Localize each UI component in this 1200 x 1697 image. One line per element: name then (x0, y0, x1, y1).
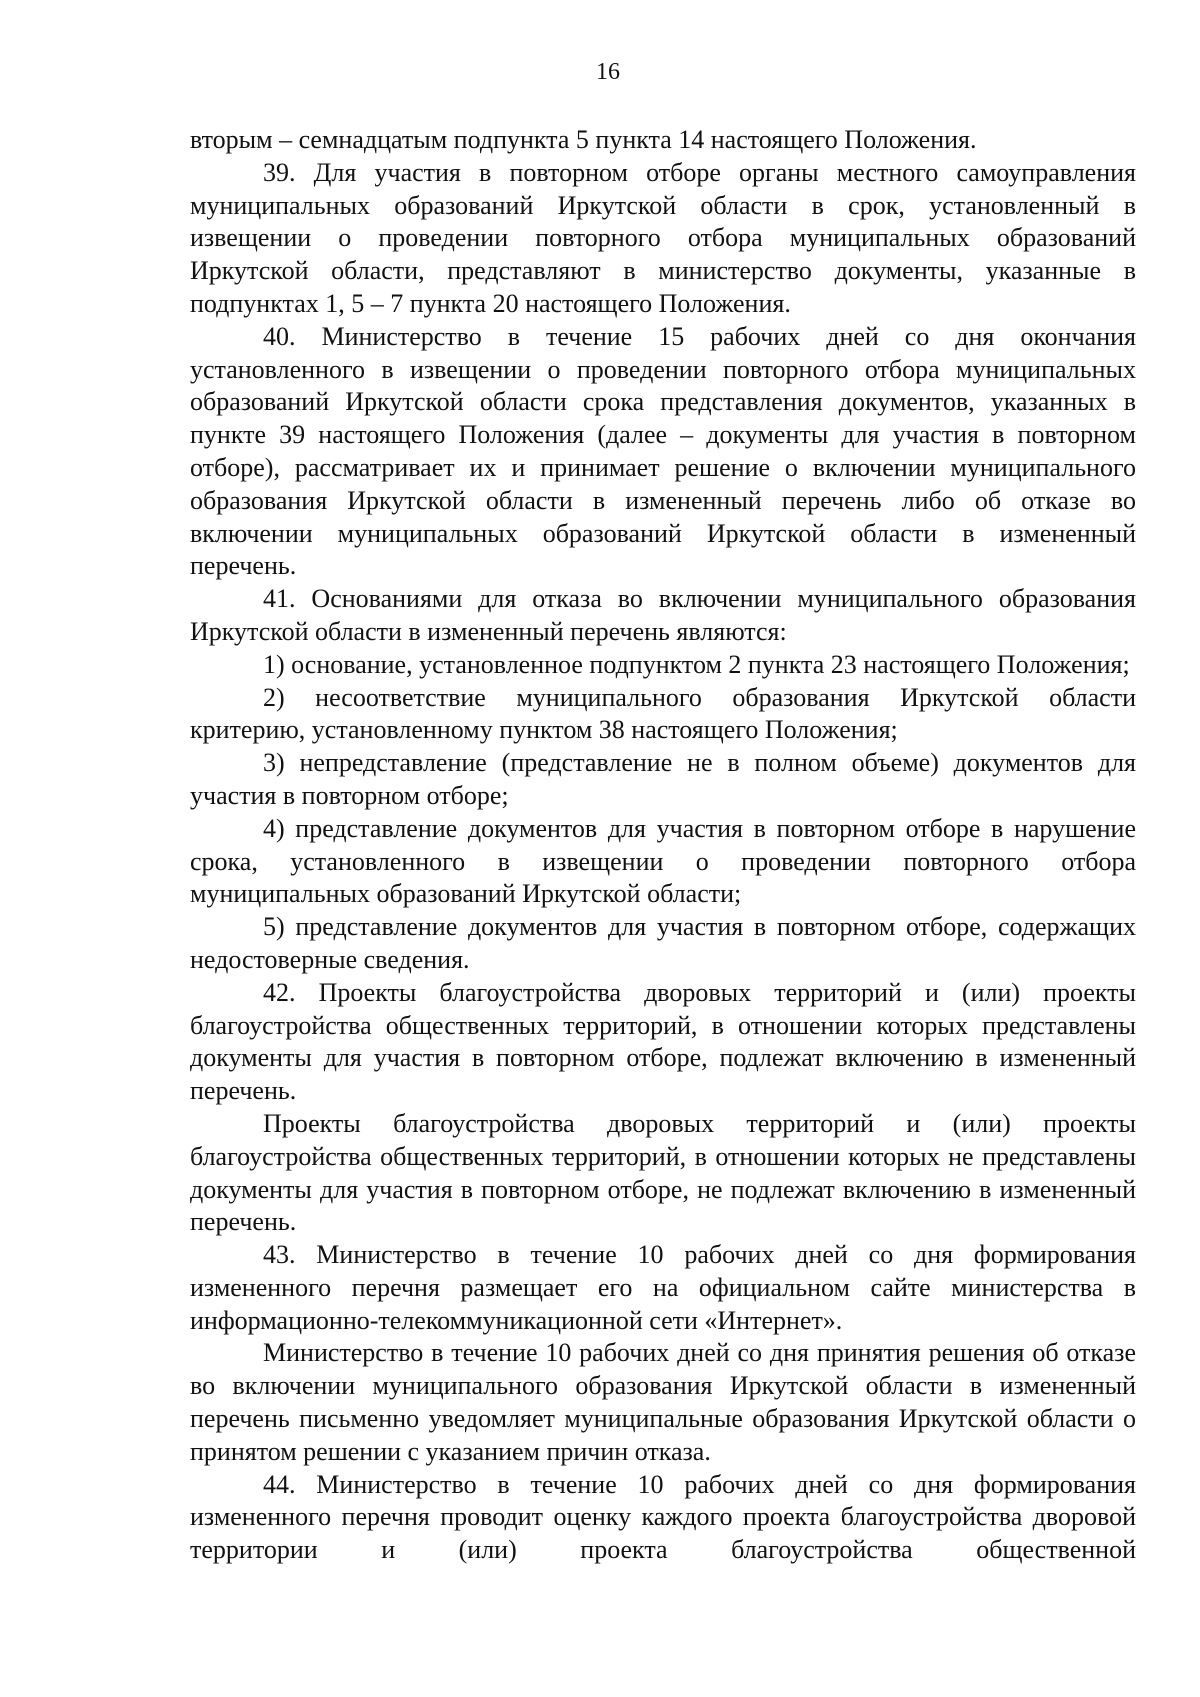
paragraph: 40. Министерство в течение 15 рабочих дней со дня окончания установленного в извещении о проведении повторного отбора муниципальных образований Иркутской области срока представления документов, указанных в пункте 39 настоящего Положения (далее – документы для участия в повторном отборе), рассматривает их и принимает решение о включении муниципального образования Иркутской области в измененный перечень либо об отказе во включении муниципальных образований Иркутской области в измененный перечень. (190, 321, 1136, 581)
paragraph: 41. Основаниями для отказа во включении муниципального образования Иркутской области в измененный перечень являются: (190, 584, 1136, 646)
page-number: 16 (596, 59, 620, 85)
paragraph: 44. Министерство в течение 10 рабочих дней со дня формирования измененного перечня проводит оценку каждого проекта благоустройства дворовой территории и (или) проекта благоустройства общественной (190, 1469, 1136, 1565)
paragraph: Министерство в течение 10 рабочих дней со дня принятия решения об отказе во включении муниципального образования Иркутской области в измененный перечень письменно уведомляет муниципальные образования Иркутской области о принятом решении с указанием причин отказа. (190, 1338, 1136, 1466)
paragraph: 39. Для участия в повторном отборе органы местного самоуправления муниципальных образований Иркутской области в срок, установленный в извещении о проведении повторного отбора муниципальных образований Иркутской области, представляют в министерство документы, указанные в подпунктах 1, 5 – 7 пункта 20 настоящего Положения. (190, 157, 1136, 318)
document-body (190, 124, 1136, 1567)
paragraph: вторым – семнадцатым подпункта 5 пункта 14 настоящего Положения. (190, 125, 977, 154)
paragraph: 5) представление документов для участия в повторном отборе, содержащих недостоверные сведения. (190, 912, 1136, 974)
paragraph: 2) несоответствие муниципального образования Иркутской области критерию, установленному пунктом 38 настоящего Положения; (190, 682, 1136, 745)
paragraph: 1) основание, установленное подпунктом 2 пункта 23 настоящего Положения; (263, 649, 1130, 679)
paragraph: 43. Министерство в течение 10 рабочих дней со дня формирования измененного перечня размещает его на официальном сайте министерства в информационно-телекоммуникационной сети «Интернет». (190, 1240, 1136, 1335)
paragraph: Проекты благоустройства дворовых территорий и (или) проекты благоустройства общественных территорий, в отношении которых не представлены документы для участия в повторном отборе, не подлежат включению в измененный перечень. (190, 1108, 1136, 1237)
paragraph: 4) представление документов для участия в повторном отборе в нарушение срока, установленного в извещении о проведении повторного отбора муниципальных образований Иркутской области; (190, 813, 1136, 909)
paragraph: 3) непредставление (представление не в полном объеме) документов для участия в повторном отборе; (190, 748, 1136, 810)
paragraph: 42. Проекты благоустройства дворовых территорий и (или) проекты благоустройства общественных территорий, в отношении которых представлены документы для участия в повторном отборе, подлежат включению в измененный перечень. (190, 977, 1136, 1106)
